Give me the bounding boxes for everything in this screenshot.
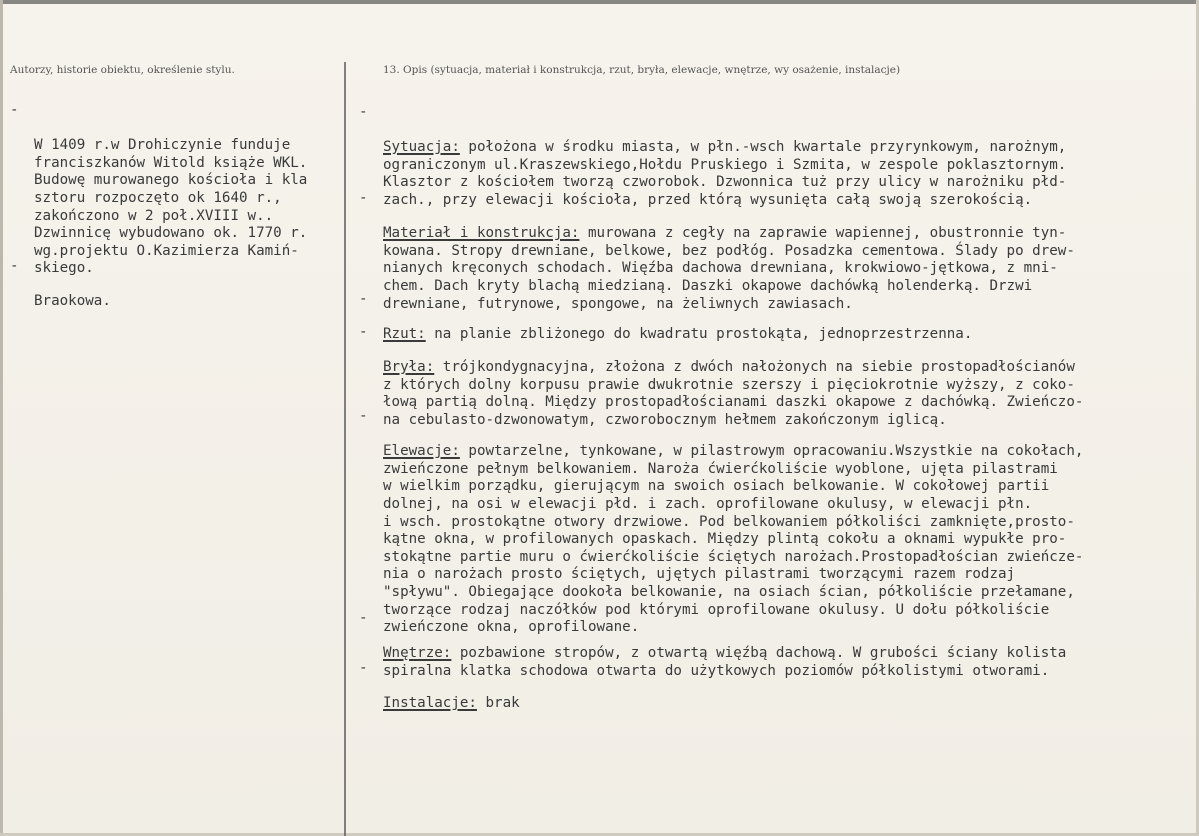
text-line: nianych kręconych schodach. Więźba dachowa drewniana, krokwiowo-jętkowa, z mni- bbox=[383, 260, 1058, 277]
text-line: z których dolny korpusu prawie dwukrotnie szerszy i pięciokrotnie wyższy, z coko- bbox=[383, 376, 1075, 393]
text-line: chem. Dach kryty blachą miedzianą. Daszki okapowe dachówką holenderką. Drzwi bbox=[383, 277, 1033, 294]
text-line: na cebulasto-dzwonowatym, czworobocznym hełmem zakończonym iglicą. bbox=[383, 411, 947, 428]
left-column-header: Autorzy, historie obiektu, określenie stylu. bbox=[10, 64, 235, 76]
section-label: Instalacje: bbox=[383, 695, 477, 712]
entry-dash: - bbox=[359, 610, 368, 626]
section-text: na planie zbliżonego do kwadratu prostokąta, jednoprzestrzenna. bbox=[425, 326, 973, 343]
section-text: trójkondygnacyjna, złożona z dwóch nałożonych na siebie prostopadłościanów bbox=[434, 359, 1075, 376]
text-line: tworzące rodzaj naczółków pod którymi oprofilowane okulusy. U dołu półkoliście bbox=[383, 601, 1050, 618]
text-line: Budowę murowanego kościoła i kla bbox=[34, 172, 308, 189]
scan-top-edge bbox=[0, 0, 1199, 4]
section-label: Bryła: bbox=[383, 359, 435, 376]
text-line bbox=[383, 695, 520, 713]
text-line: dolnej, na osi w elewacji płd. i zach. oprofilowane okulusy, w elewacji płn. bbox=[383, 495, 1033, 512]
text-line: zakończono w 2 poł.XVIII w.. bbox=[34, 207, 274, 224]
entry-dash: - bbox=[10, 102, 19, 118]
section-label: Wnętrze: bbox=[383, 645, 452, 662]
entry-dash: - bbox=[10, 258, 19, 274]
text-line: ograniczonym ul.Kraszewskiego,Hołdu Pruskiego i Szmita, w zespole poklasztornym. bbox=[383, 156, 1067, 173]
text-line: zach., przy elewacji kościoła, przed którą wysunięta całą swoją szerokością. bbox=[383, 191, 1033, 208]
entry-dash: - bbox=[359, 324, 368, 340]
text-line bbox=[383, 139, 1066, 157]
text-line: W 1409 r.w Drohiczynie funduje bbox=[34, 137, 291, 154]
text-line: wg.projektu O.Kazimierza Kamiń- bbox=[34, 242, 299, 259]
text-line: kowana. Stropy drewniane, belkowe, bez podłóg. Posadzka cementowa. Ślady po drew- bbox=[383, 242, 1075, 259]
description-entry-instalacje bbox=[359, 660, 520, 748]
text-line: kątne okna, w profilowanych opaskach. Między plintą cokołu a oknami wypukłe pro- bbox=[383, 531, 1067, 548]
section-text: brak bbox=[476, 695, 520, 712]
section-label: Sytuacja: bbox=[383, 139, 460, 156]
entry-dash: - bbox=[359, 190, 368, 206]
text-line: nia o narożach prosto ściętych, ujętych pilastrami tworzącymi razem rodzaj bbox=[383, 566, 1016, 583]
text-line: spiralna klatka schodowa otwarta do użytkowych poziomów półkolistymi otworami. bbox=[383, 662, 1050, 679]
right-column-header: 13. Opis (sytuacja, materiał i konstrukcja, rzut, bryła, elewacje, wnętrze, wy osażenie, instalacje) bbox=[383, 64, 901, 76]
text-line: zwieńczone okna, oprofilowane. bbox=[383, 619, 640, 636]
entry-dash: - bbox=[359, 291, 368, 307]
style-entry bbox=[10, 258, 111, 346]
text-line: Braokowa. bbox=[34, 293, 111, 310]
text-line: skiego. bbox=[34, 260, 94, 277]
text-line: i wsch. prostokątne otwory drzwiowe. Pod belkowaniem półkoliści zamknięte,prosto- bbox=[383, 513, 1075, 530]
text-line: w wielkim porządku, gierującym na swoich osiach belkowanie. W cokołowej partii bbox=[383, 478, 1050, 495]
section-label: Rzut: bbox=[383, 326, 426, 343]
section-text: powtarzelne, tynkowane, w pilastrowym opracowaniu.Wszystkie na cokołach, bbox=[459, 443, 1084, 460]
text-line: Dzwinnicę wybudowano ok. 1770 r. bbox=[34, 225, 308, 242]
text-line bbox=[383, 225, 1075, 243]
text-line bbox=[383, 359, 1083, 377]
scan-left-edge bbox=[0, 0, 3, 836]
text-line: Klasztor z kościołem tworzą czworobok. Dzwonnica tuż przy ulicy w narożniku płd- bbox=[383, 174, 1067, 191]
entry-dash: - bbox=[359, 104, 368, 120]
text-line: zwieńczone pełnym belkowaniem. Naroża ćwierćkoliście wyoblone, ujęta pilastrami bbox=[383, 460, 1058, 477]
column-divider bbox=[344, 62, 346, 836]
text-line: sztoru rozpoczęto ok 1640 r., bbox=[34, 189, 282, 206]
text-line: franciszkanów Witold książe WKL. bbox=[34, 154, 308, 171]
section-text: murowana z cegły na zaprawie wapiennej, obustronnie tyn- bbox=[579, 225, 1067, 242]
text-line: stokątne partie muru o ćwierćkoliście ściętych narożach.Prostopadłościan zwieńcze- bbox=[383, 548, 1084, 565]
text-line: łową partią dolną. Między prostopadłościanami daszki okapowe z dachówką. Zwieńczo- bbox=[383, 394, 1084, 411]
section-label: Elewacje: bbox=[383, 443, 460, 460]
section-text: położona w środku miasta, w płn.-wsch kwartale przyrynkowym, narożnym, bbox=[459, 139, 1067, 156]
section-text: pozbawione stropów, z otwartą więźbą dachową. W grubości ściany kolista bbox=[451, 645, 1067, 662]
entry-dash: - bbox=[359, 660, 368, 676]
text-line: drewniane, futrynowe, spongowe, na żeliwnych zawiasach. bbox=[383, 295, 853, 312]
text-line bbox=[383, 443, 1083, 461]
text-line: "spływu". Obiegające dookoła belkowanie, na osiach ścian, półkoliście przełamane, bbox=[383, 583, 1075, 600]
section-label: Materiał i konstrukcja: bbox=[383, 225, 580, 242]
entry-dash: - bbox=[359, 408, 368, 424]
